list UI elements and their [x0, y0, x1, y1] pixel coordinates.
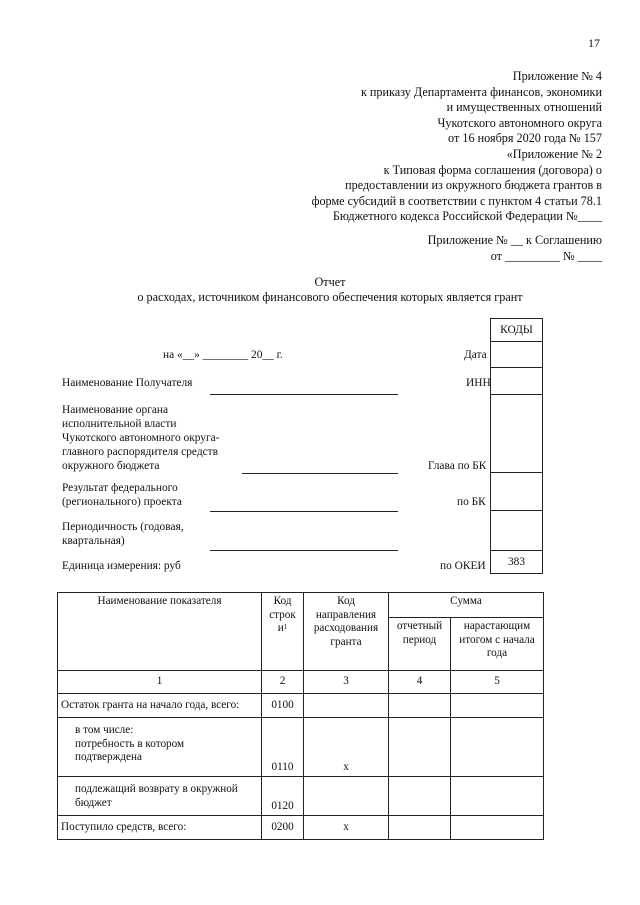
- header-code-line-text: Код: [273, 595, 292, 607]
- table-row: [58, 694, 544, 718]
- header-line: Чукотского автономного округа: [437, 115, 602, 130]
- date-label: Дата: [464, 349, 487, 361]
- row-cumulative-cell[interactable]: [451, 718, 544, 777]
- row-direction: x: [304, 816, 389, 840]
- row-period-cell[interactable]: [389, 694, 451, 718]
- header-line: Приложение № 4: [512, 69, 602, 83]
- header-line: к Типовая форма соглашения (договора) о: [383, 162, 602, 177]
- header-period: отчетный период: [389, 618, 451, 671]
- page-number: 17: [588, 36, 600, 50]
- row-name: Поступило средств, всего:: [58, 816, 262, 840]
- header-line: и имущественных отношений: [446, 100, 602, 115]
- periodicity-field-line[interactable]: [210, 550, 398, 551]
- recipient-field-line[interactable]: [210, 394, 398, 395]
- authority-label-line: главного распорядителя средств: [62, 446, 219, 458]
- row-cumulative-cell[interactable]: [451, 694, 544, 718]
- recipient-label: Наименование Получателя: [62, 377, 193, 389]
- row-code: 0100: [262, 694, 304, 718]
- project-field-line[interactable]: [210, 511, 398, 512]
- row-period-cell[interactable]: [389, 816, 451, 840]
- header-line: Бюджетного кодекса Российской Федерации №____: [332, 209, 602, 224]
- col-number: 2: [262, 671, 304, 694]
- authority-label-line: Чукотского автономного округа-: [62, 432, 220, 444]
- row-direction: [304, 694, 389, 718]
- codes-table: [490, 318, 543, 574]
- col-number: 1: [58, 671, 262, 694]
- header-sum: Сумма: [389, 593, 544, 618]
- code-inn[interactable]: [491, 368, 543, 395]
- row-code: 0110: [262, 718, 304, 777]
- row-period-cell[interactable]: [389, 718, 451, 777]
- code-date[interactable]: [491, 342, 543, 368]
- row-cumulative-cell[interactable]: [451, 816, 544, 840]
- report-title: Отчет: [314, 275, 346, 289]
- header-name: Наименование показателя: [58, 593, 262, 671]
- authority-label-line: окружного бюджета: [62, 460, 160, 472]
- appendix-block: [428, 233, 602, 264]
- header-direction: Код направления расходования гранта: [304, 593, 389, 671]
- appendix-line: от _________ № ____: [490, 248, 602, 263]
- appendix-line: Приложение № __ к Соглашению: [427, 233, 602, 247]
- table-row: [58, 816, 544, 840]
- table-row: [58, 777, 544, 816]
- row-code: 0120: [262, 777, 304, 816]
- footnote-marker: 1: [283, 623, 288, 631]
- authority-label-line: исполнительной власти: [62, 418, 177, 430]
- date-line: на «__» ________ 20__ г.: [163, 349, 283, 361]
- inn-label: ИНН: [466, 377, 491, 389]
- header-code-line: Код строк $и^1$: [262, 593, 304, 671]
- table-row: [58, 718, 544, 777]
- row-code: 0200: [262, 816, 304, 840]
- col-number: 3: [304, 671, 389, 694]
- header-line: форме субсидий в соответствии с пунктом 4 статьи 78.1: [311, 193, 602, 208]
- expense-table: [57, 592, 544, 840]
- project-label-line: (регионального) проекта: [62, 496, 182, 508]
- header-block: [312, 69, 602, 225]
- code-glava-bk[interactable]: [491, 395, 543, 473]
- row-name: Остаток гранта на начало года, всего:: [58, 694, 262, 718]
- row-period-cell[interactable]: [389, 777, 451, 816]
- header-cumulative: нарастающим итогом с начала года: [451, 618, 544, 671]
- authority-label-line: Наименование органа: [62, 404, 169, 416]
- unit-label: Единица измерения: руб: [62, 560, 181, 572]
- row-name: в том числе: потребность в котором подтверждена: [58, 718, 262, 777]
- okei-label: по ОКЕИ: [440, 560, 486, 572]
- periodicity-label-line: квартальная): [62, 535, 125, 547]
- codes-header: КОДЫ: [491, 319, 543, 342]
- header-line: «Приложение № 2: [506, 146, 602, 161]
- col-number: 5: [451, 671, 544, 694]
- header-line: от 16 ноября 2020 года № 157: [448, 131, 602, 146]
- report-subtitle: о расходах, источником финансового обеспечения которых является грант: [137, 290, 523, 304]
- row-name: подлежащий возврату в окружной бюджет: [58, 777, 262, 816]
- authority-field-line[interactable]: [242, 473, 398, 474]
- code-periodicity[interactable]: [491, 511, 543, 551]
- row-direction: [304, 777, 389, 816]
- po-bk-label: по БК: [457, 496, 486, 508]
- row-cumulative-cell[interactable]: [451, 777, 544, 816]
- code-po-bk[interactable]: [491, 473, 543, 511]
- glava-bk-label: Глава по БК: [428, 460, 487, 472]
- row-direction: x: [304, 718, 389, 777]
- col-number: 4: [389, 671, 451, 694]
- header-line: к приказу Департамента финансов, экономики: [360, 84, 602, 99]
- project-label-line: Результат федерального: [62, 482, 178, 494]
- periodicity-label-line: Периодичность (годовая,: [62, 521, 184, 533]
- header-line: предоставлении из окружного бюджета грантов в: [345, 178, 602, 193]
- code-okei: 383: [491, 551, 543, 574]
